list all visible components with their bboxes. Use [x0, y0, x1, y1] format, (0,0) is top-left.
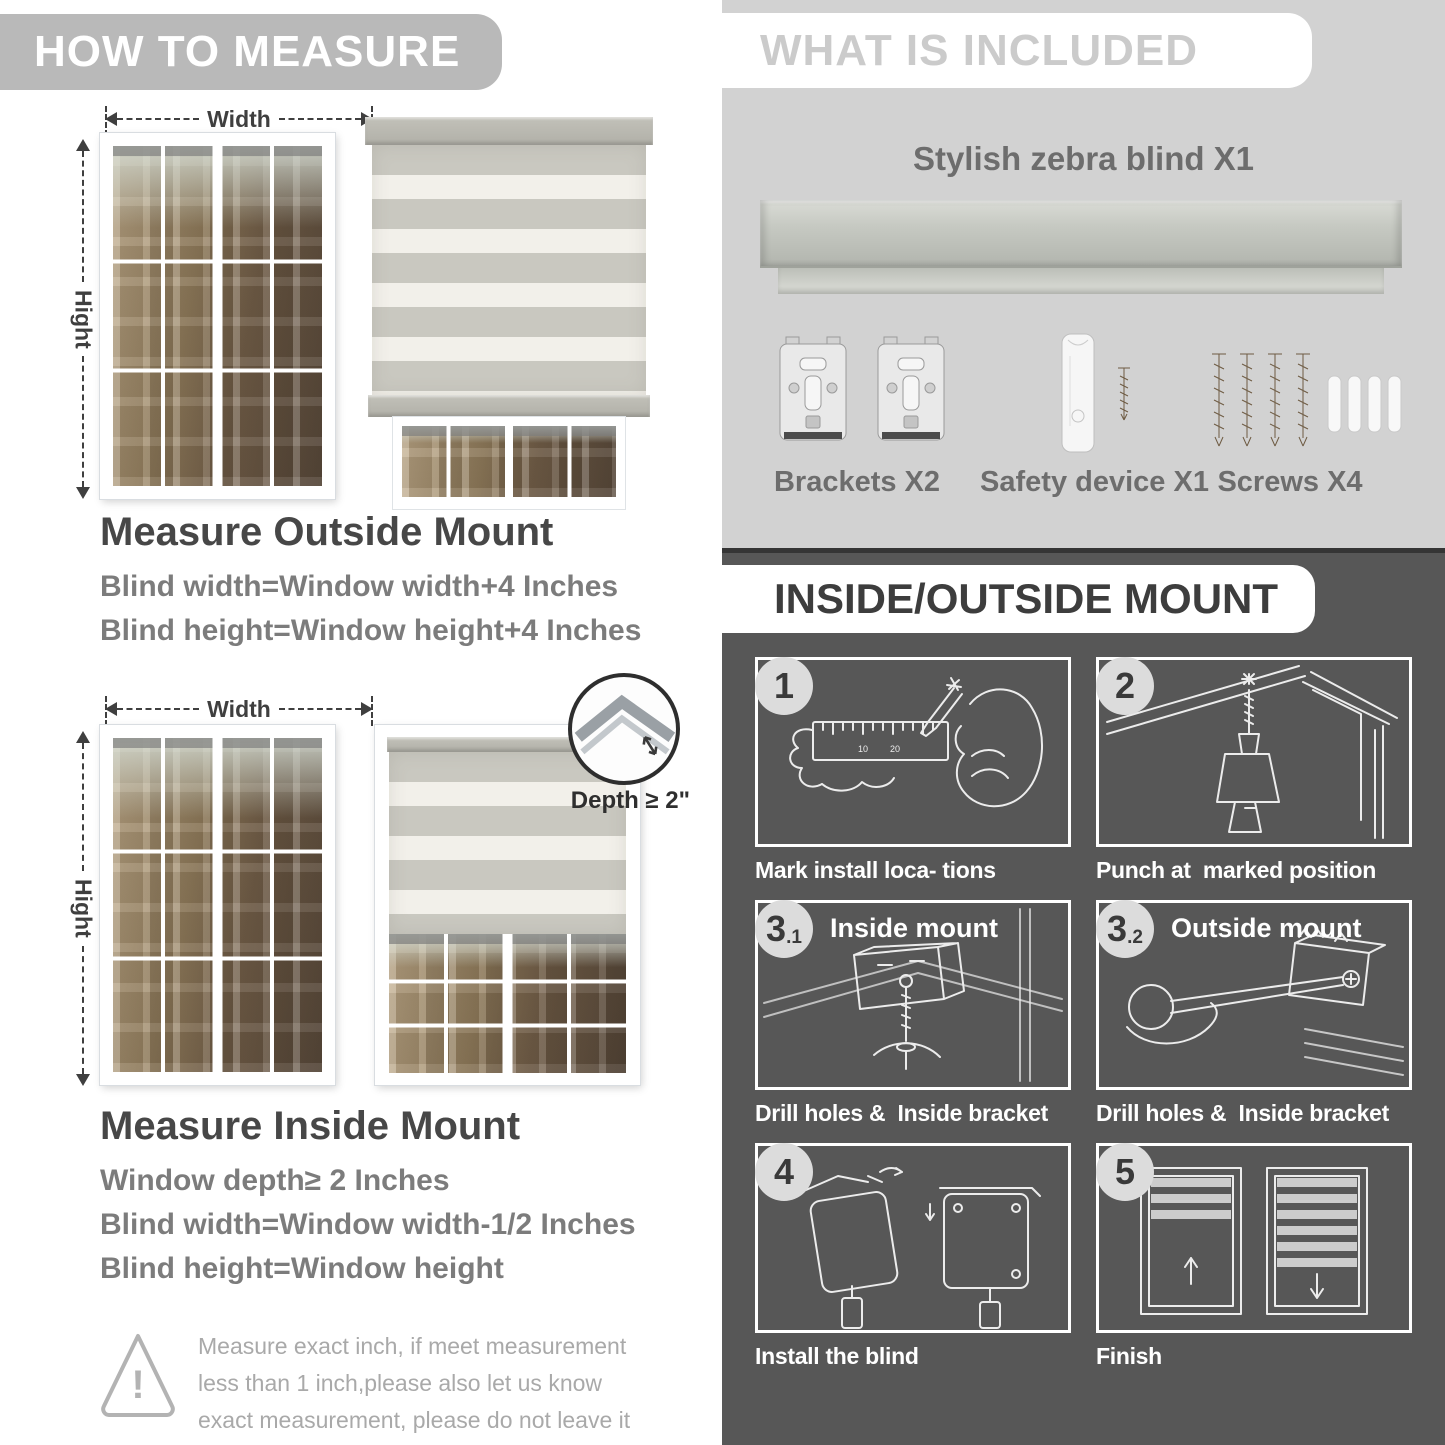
step-4-panel	[755, 1143, 1071, 1333]
step-4-caption: Install the blind	[755, 1343, 919, 1369]
arrow-down-icon	[76, 1074, 90, 1086]
step-5	[1096, 1143, 1412, 1370]
step-1-panel	[755, 657, 1071, 847]
step-3-1-panel	[755, 900, 1071, 1090]
blind-headrail	[365, 117, 653, 145]
outside-mount-text	[100, 510, 700, 653]
depth-label: Depth ≥ 2"	[570, 787, 690, 814]
step-3-2-caption: Drill holes & Inside bracket	[1096, 1100, 1389, 1126]
outside-mount-line: Blind width=Window width+4 Inches	[100, 570, 619, 603]
step-2-panel	[1096, 657, 1412, 847]
exclamation-glyph: !	[131, 1363, 145, 1407]
step-3-1-caption: Drill holes & Inside bracket	[755, 1100, 1048, 1126]
step-number-badge: 4	[755, 1143, 813, 1201]
safety-device-illustration	[1040, 330, 1150, 460]
zebra-blind-headrail-image	[760, 200, 1402, 268]
warning-text: Measure exact inch, if meet measurement less than 1 inch,please also let us know exact measurement, please do not leave it	[198, 1333, 631, 1433]
step-4	[755, 1143, 1071, 1370]
step-2	[1096, 657, 1412, 884]
blind-fabric	[389, 752, 626, 934]
height-arrow	[70, 139, 96, 499]
height-label: Hight	[70, 289, 97, 349]
step-3-1	[755, 900, 1071, 1127]
svg-text:20: 20	[890, 744, 901, 754]
outside-mount-title: Measure Outside Mount	[100, 510, 554, 554]
depth-detail-callout	[568, 673, 680, 785]
step-1-caption: Mark install loca- tions	[755, 857, 996, 883]
arrow-up-icon	[76, 731, 90, 743]
step-number-badge: 1	[755, 657, 813, 715]
outside-mount-line: Blind height=Window height+4 Inches	[100, 614, 642, 647]
what-is-included-banner: WHAT IS INCLUDED	[722, 13, 1312, 88]
zebra-blind-outside-illustration	[365, 117, 653, 509]
brackets-label: Brackets X2	[773, 466, 941, 498]
step-3-2-panel	[1096, 900, 1412, 1090]
safety-device-label: Safety device X1	[980, 466, 1209, 498]
step-1	[755, 657, 1071, 884]
screws-illustration	[1202, 346, 1402, 464]
how-to-measure-banner: HOW TO MEASURE	[0, 14, 502, 90]
installation-steps-grid	[755, 657, 1412, 1370]
width-label: Width	[207, 695, 271, 722]
step-number-badge: 2	[1096, 657, 1154, 715]
width-arrow	[105, 105, 373, 132]
window-illustration	[100, 725, 335, 1085]
outside-mount-figure	[70, 105, 680, 510]
step-3-2	[1096, 900, 1412, 1127]
brackets-illustration	[772, 332, 952, 454]
blind-bottomrail	[368, 395, 650, 417]
inside-mount-title: Measure Inside Mount	[100, 1104, 521, 1148]
width-label: Width	[207, 105, 271, 132]
step-2-caption: Punch at marked position	[1096, 857, 1377, 883]
zebra-blind-bottom-lip	[778, 268, 1384, 294]
step-number-badge: 3 .2	[1096, 900, 1154, 958]
step-5-panel	[1096, 1143, 1412, 1333]
inside-mount-line: Blind width=Window width-1/2 Inches	[100, 1208, 636, 1241]
step-3-2-title: Outside mount	[1171, 913, 1362, 943]
window-illustration	[100, 133, 335, 499]
step-number-badge: 3 .1	[755, 900, 813, 958]
window-muntins	[113, 146, 322, 486]
arrow-up-icon	[76, 139, 90, 151]
step-3-1-title: Inside mount	[830, 913, 998, 943]
screws-label: Screws X4	[1217, 466, 1363, 498]
height-arrow	[70, 731, 96, 1086]
inside-mount-text	[100, 1104, 700, 1291]
svg-text:10: 10	[858, 744, 869, 754]
inside-mount-line: Window depth≥ 2 Inches	[100, 1164, 450, 1197]
measurement-warning	[98, 1328, 658, 1439]
mount-instructions-section	[722, 548, 1445, 1445]
step-number-badge: 5	[1096, 1143, 1154, 1201]
window-below-blind	[393, 417, 625, 509]
blind-fabric	[372, 145, 646, 395]
warning-triangle-icon	[98, 1328, 178, 1420]
height-label: Hight	[70, 879, 97, 938]
blind-included-label: Stylish zebra blind X1	[912, 140, 1255, 177]
right-column	[722, 0, 1445, 1445]
width-arrow	[105, 695, 373, 722]
inside-outside-mount-banner: INSIDE/OUTSIDE MOUNT	[722, 565, 1315, 633]
inside-mount-figure	[70, 695, 690, 1105]
arrow-tick	[105, 106, 107, 136]
step-5-caption: Finish	[1096, 1343, 1162, 1369]
inside-mount-line: Blind height=Window height	[100, 1252, 504, 1285]
arrow-down-icon	[76, 487, 90, 499]
frame-corner-detail-icon	[572, 677, 676, 781]
